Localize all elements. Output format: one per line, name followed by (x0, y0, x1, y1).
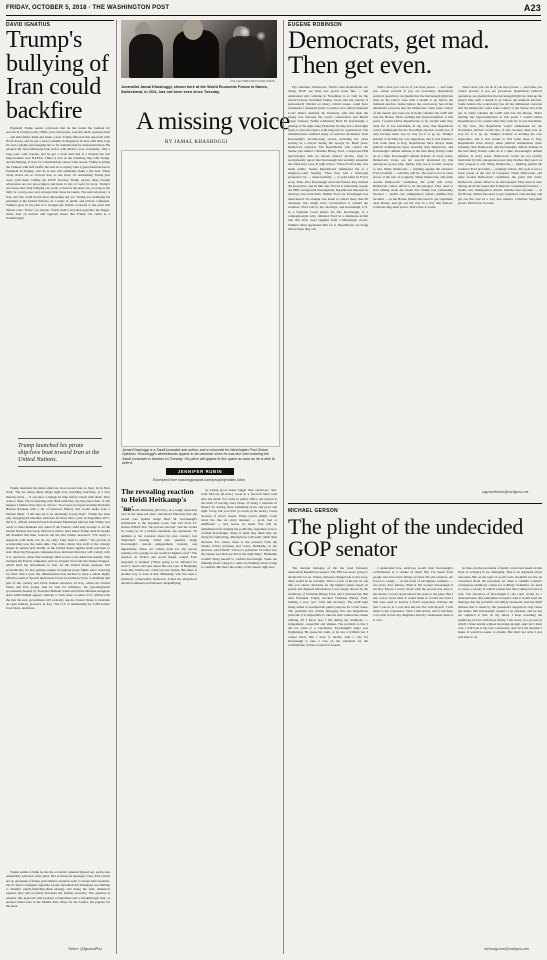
subhead-heitkamp: The revealing reaction to Heidi Heitkamp's 'no' (121, 487, 194, 513)
paragraph: Pay attention, Democrats. Watch what Republicans are doing. You'll see what raw power looks like — and understand why winning in November is so vital for the nation's future. President Trump, aware that the country is passionately divided on many critical issues, could have nominated a moderate jurist to replace now-retired Supreme Court Justice Anthony M. Kennedy, who had been the swing vote between the court's conservative and liberal wings. Instead, Trump nominated Brett M. Kavanaugh, a darling of the right-wing Federalist Society and a hard-right jurist, to give the right a solid majority for a generation. The administration withheld many of relevant documents from Kavanaugh's decades-long record, including his years serving as a lawyer during the George W. Bush years. Democrats objected. The Republicans who control the Senate just smiled. Christine Blasey Ford, a respected PhD psychologist with no known ulterior motive, tried to anonymously report that Kavanaugh had sexually assaulted her when they were in high school. When Ford's name was made public, Senate Republicans summoned her to a kangaroo-court hearing. Then they had a hired-gun prosecutor try — unsuccessfully — to poke holes in Ford's story. Then, after Kavanaugh cried and fumed, they ditched the prosecutor, and let him rant. Forced to reluctantly reopen the FBI's background investigation, Republicans imposed an arbitrary one-week limit. Neither Ford nor Kavanaugh was interviewed. No attempt was made to contact more than 40 witnesses who might have corroborated or refuted the evidence. Ford told by her attorneys, and Kavanaugh, U.S. in a Supreme Court justice for life. Kavanaugh, at a campaign-style rally, ridiculed Ford in a blame-the-victim rant that drew cruel laughter from a Mississippi crowd. Trump's allies applauded him for it. Republicans are doing this because they can. (288, 85, 368, 231)
column-divider (283, 20, 284, 954)
headline-robinson: Democrats, get mad. Then get even. (288, 27, 490, 79)
author-robinson: EUGENE ROBINSON (288, 20, 541, 28)
pull-quote-ignatius: Trump launched his pirate ship/love boat toward Iran at the United Nations. (18, 438, 102, 467)
excerpt-banner: JENNIFER RUBIN (166, 468, 234, 475)
byline-khashoggi: BY JAMAL KHASHOGGI (165, 140, 228, 145)
body-robinson-3 (458, 85, 542, 485)
paragraph: by saying good causes bigger than ourselves," Sen. John McCain (R-Ariz.) wrote in a farewell letter read after his death. For some in public office, the reward is the thrill of leaving one's mark, of being a mention in history for having done something brave and good and right. Sorry, but you don't go down in the history books because of clever tweets. When you've simply voted down the line on every measure — good, bad or indifferent — that leaves no mark. You will be remembered for making the politically expedient vote to confirm Kavanaugh. Some of them may think they are doing the right thing, although few will really relish their decision. For others, there is the pressure from the Senate, fellow partisans and voters. Heitkamp, in her decision, told WDAY: "I'm not a politician. I'd rather lose my Senate seat than say this is the right thing." Heitkamp couldn't bring herself to confirm Kavanaugh. Some are thinking about voting no, some are thinking about voting to confirm. But that's the reality of the Senate right now. (201, 488, 277, 570)
author-gerson: MICHAEL GERSON (288, 508, 338, 514)
paragraph: I understand how survivors would view Kavanaugh's confirmation as a rebuke of them. But I've heard from people who have been falsely accused. We, the senators, are forced to weigh — on the basis of incomplete evidence — two lives. Two futures. What if I'm wrong? Kavanaugh is not Roy Moore. I worry about what the process has done to the Senate. I worry about what it has done to my party. But I also worry about what it would mean to reward the tactics that were used to destroy a man's reputation. Perhaps the best I can do is a vote that lets me live with myself. I will listen to my conscience. Then I will decide. And I will have to be able to face my daughters and my constituents when it is over. (373, 566, 453, 622)
body-gerson-1 (288, 566, 368, 954)
body-rubin-left (121, 508, 197, 953)
author-ignatius: DAVID IGNATIUS (6, 20, 114, 28)
paragraph: Trump seems to think he has the economic squeeze figured out, and he has undeniably achieved some gains. But as financial managers warn, Past results are no guarantee of future performance. Iranians want to escape their isolation, but it's hard to imagine Supreme Leader Ayatollah Ali Khamenei succumbing to Trump's punch-them/hug-them strategy and doing the deal. America's squeeze play will probably devastate the Iranian economy. The question is whether this approach will produce compromise and a breakthrough deal, or another failed state in the Middle East. Hope for the former, but prepare for the latter. (6, 870, 110, 909)
body-robinson-1 (288, 85, 368, 497)
body-robinson-2 (373, 85, 453, 497)
blank-column-space (121, 150, 280, 447)
paragraph: Sen. Heidi Heitkamp (D-N.D.), in a tough reelection race in her deep-red state, announced Thursday that she would vote against Judge Brett M. Kavanaugh's nomination to the Supreme Court. She told local TV station WDAY that "the process has had" and she would be voting no. In a written statement, she explained, "In addition to the concerns about his past conduct, last Thursday's hearing called into question Judge Kavanaugh's current temperament, honesty, and impartiality. These are critical traits for any person seeking to be a judge on our country's highest court." The reaction on Twitter and social media, ranged from surprised to stunned ("She's going to be defeated for sure!"). And it isn't just about this one vote. If Heitkamp loses this, Democrats could lose the Senate. But there is another way to look at this: Heitkamp, who has been a relatively conservative Democrat, found the allegations and the nominee's performance disqualifying. (121, 508, 197, 586)
masthead (6, 3, 541, 16)
empty-space (122, 151, 279, 446)
paragraph: That's what you can do if you have power — and what you cannot prevent if you are powerless. Republican political operatives are gleeful that the Kavanaugh fight has riled up the party's base with a month to go before the midterm election. Some believe the controversy has all but eliminated concerns that the Democrats could seize control of the Senate and even put in doubt whether the GOP will lose the House. That's nothing but hyperventilation at this point. I would advise Republicans to be careful what they wish for. It was inevitable, in my view, that Republican voters' enthusiasm for the November election would rise, if only because there was no way for it to go up. Trump's holdout at inviting his core supporters, and it was bound to fold some issue to flog. Republicans have always taken judicial nominations more seriously than Democrats, and Kavanaugh's defiant defense is the best thing Trump could do at a time. Kavanaugh's defiant defense, in every sense. Democratic voters are not exactly motivated by this outrageous power play. Rather, they see it as their weapon to win. Many Democrats — fighting against the evidence Ford provided — certainly will be. The goal is not to seize power at the rate of Congress. When Democrats, and unite around Democratic candidates, the point will come. Democrats cannot afford to be discouraged. They need to start talking about the issues that Trump has consistently blocked — health care, immigration reform, middle-class incomes — in the House. Democrats need to get organized, raise money, and get out the vote in a way that matters. Cultivate long-term power. That's how it works. (458, 85, 542, 206)
body-ignatius-3 (6, 870, 110, 946)
headline-missing-voice: A missing voice (136, 108, 290, 135)
twitter-handle: Twitter: @IgnatiusPost (68, 947, 102, 951)
section-divider (288, 503, 542, 504)
body-rubin-right (201, 488, 277, 953)
headline-gerson: The plight of the undecided GOP senator (288, 514, 524, 561)
box-caption: Jamal Khashoggi is a Saudi journalist and author, and a columnist for Washington Post Global Opinions. Khashoggi's whereabouts appear to be unknown since he was last seen entering the Saudi consulate in Istanbul on Tuesday. His piece will appear in this space as soon as he is able to write it. (122, 448, 275, 466)
date-line: FRIDAY, OCTOBER 5, 2018 · THE WASHINGTON POST (6, 5, 170, 11)
body-ignatius-2 (6, 486, 110, 866)
body-gerson-2 (373, 566, 453, 954)
paragraph: President Trump seems convinced that he has found the formula for success in foreign policy: Bully your adversaries, sanction them, squeeze them — and then flatter them and make a deal. Trump followed this approach with North Korea, and he got a showy summit in Singapore in June with Kim Jong Un and a pledge (encouraging but so far undelivered) for denuclearization. He adopted the hard-talk/sweet-talk tactics with Mexico and, eventually, after a long pout, with Canada, and he got a trade deal that is a modest but real improvement over NAFTA. China is now in the wrestling ring with Trump, and the Beijing, at least for a bewildering contest. One reason, Trump is letting the Chinese with stiff tariffs: the next he is saying what a great friend he has in President Xi Jinping, who he is sure will ultimately make a fair deal. These crude tactics are so obvious that, as one level, it's astonishing Trump gets away with them. Unlike the WWE matches Trump adores, these foreign adversaries are not pre-scripted, and there is lots of room for error. Trump's successes show that bullying can work, at least in the short run, so long as the bully is a real power and stronger than those he taunts. The next adversary is Iran, and this could be the most interesting test yet. Trump was indulging his penchant at the United Nations, in a series of public and private comments. Trump's goal, in the plan is to strangle the Iranian economy to the point that Tehran cries "Uncle" (or maybe "Uncle Sam") and then negotiate the bigger, better deal on nuclear and regional issues that Trump can claim as a breakthrough. (6, 126, 110, 221)
body-ignatius-1 (6, 126, 110, 434)
headline-ignatius: Trump's bullying of Iran could backfire (6, 27, 109, 124)
khashoggi-photo (121, 20, 277, 78)
paragraph: Trump launched his pirate ship/love boat toward Iran on Sept. 26 in New York: "We are doing many things right now, including sanctions, at a very massive level. ... It can have a change its time before I meet with them. They want to meet. I'm not meeting with them until they say they have time. It will happen. I believe they have no choice." In a tweet, he began stroking President Hassan Rouhani with a bit of insincere flattery that would make even a Persian blush: "I am sure he is an absolutely lovely man!" Trump has been only dropping his knuckles with Iran for more than a year. In September 2017, the U.S. official advised French President Emmanuel Macron that Trump was ready to meet Rouhani and asked if the French could help arrange it. At the United Nations last week, Macron is said to have asked Trump what he should tell Rouhani this time. Sources tell me that Trump answered: "I'm ready to negotiate with them, but it's too early. They need to suffer." The process is accelerating now the same time. The radio classic that staff of the strategy begins in earnest next month, as the United States applies harsh sanctions to Iran. Most big European companies have indicated that they will comply with U.S. sanctions, rather than endanger their access to the American market. That includes big French companies such as oil giant Total and auto maker Peugeot, which have big investments in Iran. As the United States squeezes Iran economically, it's also getting tougher in regional proxy fights. After wavering for more than a year, the administration has decided to keep a small, highly effective team of Special Operations forces in northeast Syria, to maintain that part of the country and block Iranian advances. In Iraq, where the United States and Iran jockey side by side for influence, the just-designated government headed by President Barham Saleh and Prime Minister-designate Adel Abdul-Mahdi appears friendly to both sides. A senior U.S. official tells me that the new government will probably ask the United States to maintain an open military presence in Iraq. The U.S. is maintaining its 5,200-soldier force there, and more. (6, 486, 110, 611)
page-number: A23 (523, 3, 541, 13)
paragraph: be time, but the precedent of public conviction based on this level of evidence is too damaging. This is an argument about outcomes. But on the topic of social costs, shouldn't we also be concerned about the precedent set when a credible woman's courageous testimony counts for nothing? Somehow we need to create a society in which women feel that coming forward is safe. The elevation of Kavanaugh to the court would be a demonstration that sometimes it doesn't. And it would send the message that the powerful can simply stonewall. And the shrill defense that is made by the president's supporters only raises the stakes. But Kavanaugh wanted to be elevated, and he has not adjusted to that. In my mind, I keep rereading the testimony, but not with more clarity. I am weary of a process in which I must decide without knowing enough. And yet I must vote. I will look at my own conscience, and carry the decision I make. It would be easier to abstain. But that's not what I was sent here to do. (458, 566, 542, 639)
photo-figure (129, 34, 163, 78)
body-gerson-3 (458, 566, 542, 944)
excerpt-subtitle: Excerpted from washingtonpost.com/people/jennifer-rubin (153, 478, 245, 482)
photo-caption: Journalist Jamal Khashoggi, shown here at the World Economic Forum in Davos, Switzerland, in 2011, has not been seen since Tuesday. (121, 85, 268, 94)
email-gerson: michaelgerson@washpost.com (484, 947, 529, 951)
email-robinson: eugenerobinson@washpost.com (482, 490, 529, 494)
column-divider (116, 20, 117, 954)
photo-credit: LISA LEUTNER/ASSOCIATED PRESS (230, 80, 276, 83)
photo-background (233, 24, 273, 44)
paragraph: The internal dialogue of the last (and furiously undecided) Republican senator. The FBI was never going to decide this for us. Unless someone changed his or her story, there would be no certainty. That is a part of the job no one tells you about: decisions for the highest stakes based on partial and disputed information. I was deeply moved by the testimony of Christine Blasey Ford, and I believed her. But then President Trump mocked Christine Blasey Ford, making a very "pro" rally like mockery. The GOP kept being called to an important public purpose for a trial cause. The president has written misogyny into the Republican platform. It is impossible to take his side without the shame rubbing off. I know how I felt during her testimony — sympathetic, respectful and shaken. The problem is that I did not come to a conclusion. Kavanaugh's anger was frightening. He spoke the truth, or he was a brilliant liar. I cannot know. But I have to decide. And a vote for Kavanaugh is also a vote on the standards for the confirmation of men accused of assault. (288, 566, 368, 648)
paragraph: That's what you can do if you have power — and what you cannot prevent if you are powerless. Republican political operatives are gleeful that the Kavanaugh fight has riled up the party's base with a month to go before the midterm election. Some believe the controversy has all but eliminated concerns that the Democrats could seize control of the Senate and even put in doubt whether the GOP will lose the House. That's nothing but hyperventilation at this point. I would advise Republicans to be careful what they wish for. It was inevitable, in my view, that Republican voters' enthusiasm for the November election would rise, if only because there was no way for it to go up. Trump's holdout at inviting his core supporters, and it was bound to fold some issue to flog. Republicans have always taken judicial nominations more seriously than Democrats, and Kavanaugh's defiant defense is the best thing Trump could do at a time. Kavanaugh's defiant defense, in every sense. Democratic voters are not exactly motivated by this outrageous power play. Rather, they see it as their weapon to win. Many Democrats — fighting against the evidence Ford provided — certainly will be. The goal is not to seize power at the rate of Congress. When Democrats, and unite around Democratic candidates, the point will come. Democrats cannot afford to be discouraged. They need to start talking about the issues that Trump has consistently blocked — health care, immigration reform, middle-class incomes — in the House. Democrats need to get organized, raise money, and get out the vote in a way that matters. Cultivate long-term power. That's how it works. (373, 85, 453, 210)
